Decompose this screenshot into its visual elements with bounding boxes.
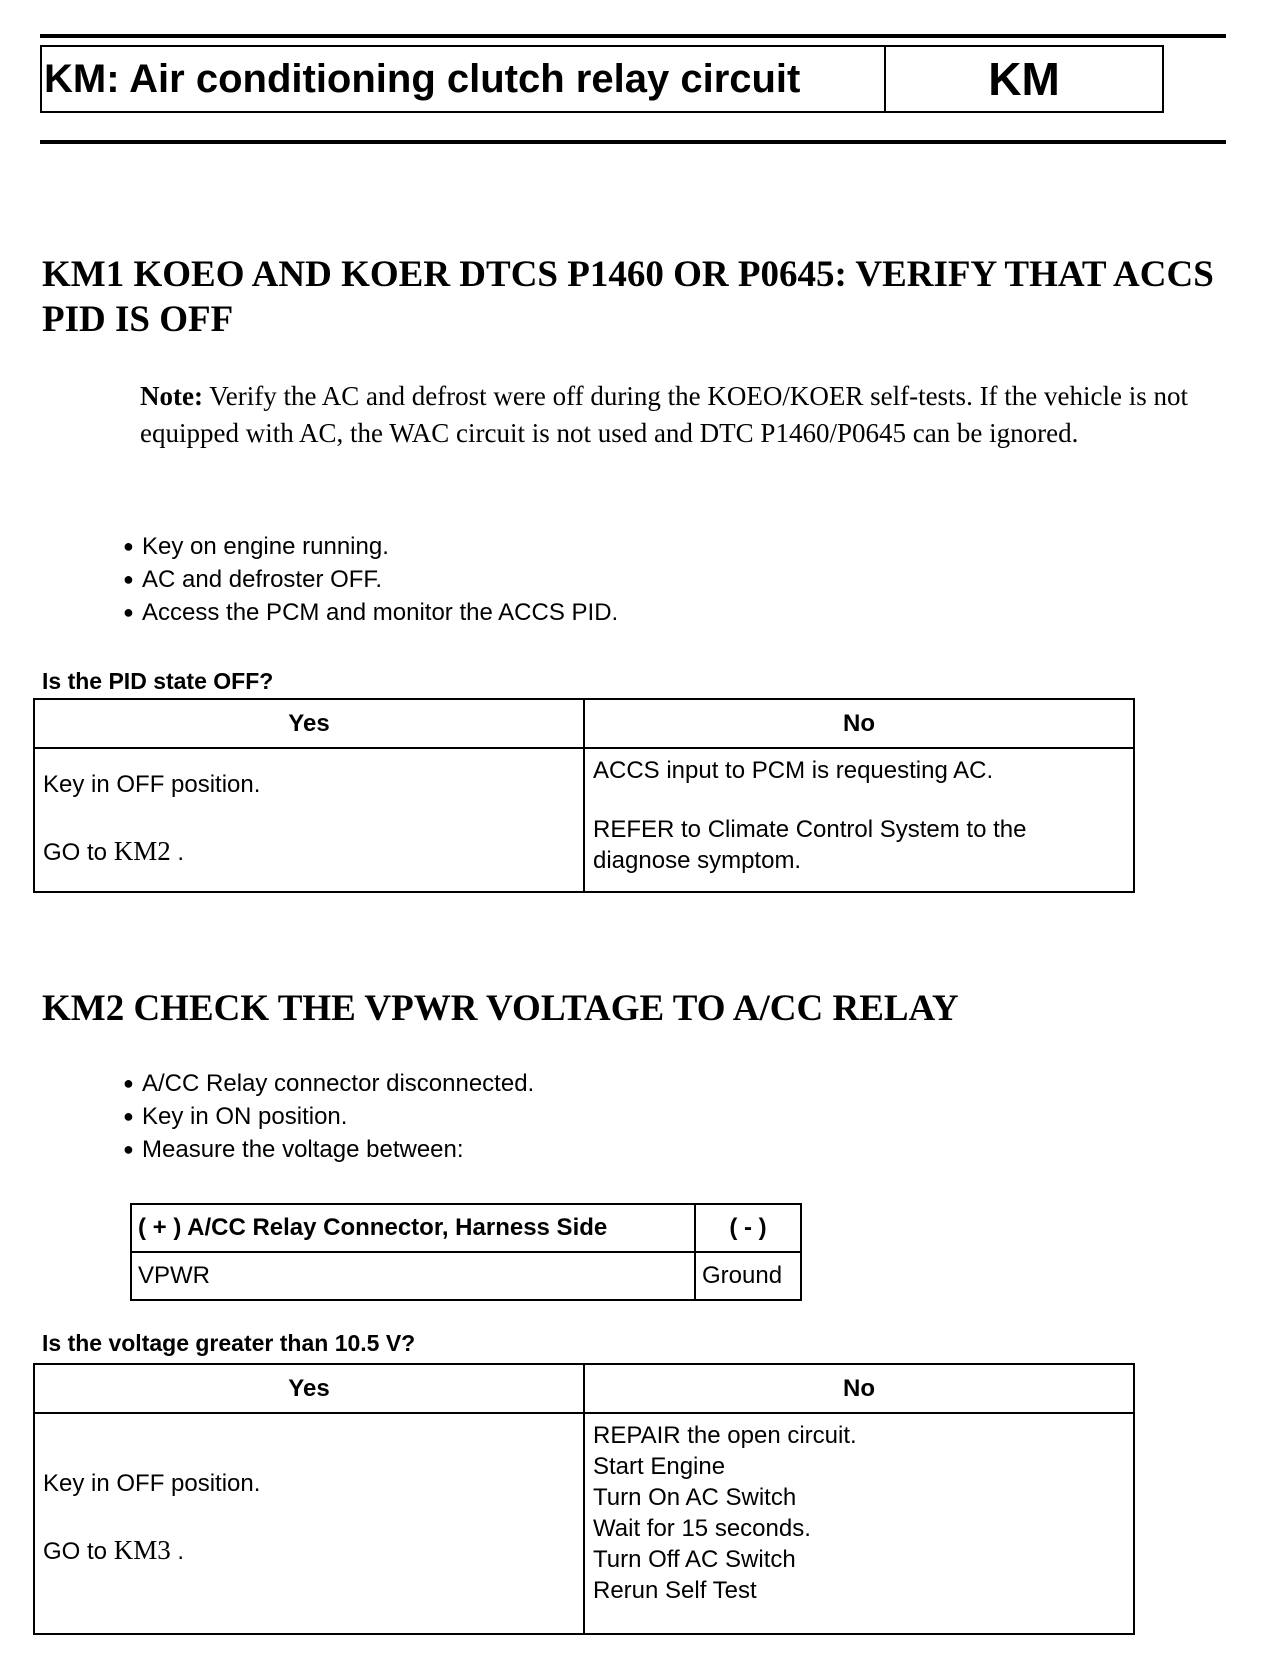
km2-heading: KM2 CHECK THE VPWR VOLTAGE TO A/CC RELAY xyxy=(42,988,959,1029)
bullet-icon: ● xyxy=(123,602,134,622)
no-header: No xyxy=(584,699,1134,748)
no-instruction: REPAIR the open circuit. xyxy=(593,1422,857,1449)
note-label: Note: xyxy=(140,381,203,411)
km1-result-table xyxy=(33,698,1135,893)
bullet-icon: ● xyxy=(123,536,134,556)
list-item: ● AC and defroster OFF. xyxy=(120,563,618,596)
km1-question: Is the PID state OFF? xyxy=(42,668,274,694)
page-header xyxy=(40,45,1164,113)
bullet-icon: ● xyxy=(123,1106,134,1126)
no-instruction: Turn Off AC Switch xyxy=(593,1546,796,1573)
list-item: ● Access the PCM and monitor the ACCS PID. xyxy=(120,596,618,629)
bullet-icon: ● xyxy=(123,1073,134,1093)
yes-header: Yes xyxy=(34,699,584,748)
note-text: Verify the AC and defrost were off during the KOEO/KOER self-tests. If the vehicle is not equipped with AC, the WAC circuit is not used and DTC P1460/P0645 can be ignored. xyxy=(140,381,1188,448)
km2-question: Is the voltage greater than 10.5 V? xyxy=(42,1330,416,1356)
no-instruction: Turn On AC Switch xyxy=(593,1484,797,1511)
bottom-rule xyxy=(40,140,1226,144)
no-instruction: Wait for 15 seconds. xyxy=(593,1515,811,1542)
bullet-icon: ● xyxy=(123,569,134,589)
no-cell xyxy=(584,1413,1134,1634)
yes-cell xyxy=(34,748,584,892)
negative-header: ( - ) xyxy=(695,1204,801,1252)
positive-header: ( + ) A/CC Relay Connector, Harness Side xyxy=(131,1204,695,1252)
no-instruction: Start Engine xyxy=(593,1453,726,1480)
yes-header: Yes xyxy=(34,1364,584,1413)
km2-steps-list xyxy=(120,1067,534,1166)
km2-result-table xyxy=(33,1363,1135,1635)
no-cell xyxy=(584,748,1134,892)
no-instruction: ACCS input to PCM is requesting AC. xyxy=(593,757,994,784)
no-instruction: Rerun Self Test xyxy=(593,1577,757,1604)
positive-value: VPWR xyxy=(131,1252,695,1300)
measurement-table xyxy=(130,1203,802,1301)
no-header: No xyxy=(584,1364,1134,1413)
section-code: KM xyxy=(988,53,1060,105)
yes-goto[interactable]: GO to KM2 . xyxy=(43,836,185,866)
list-item: ● Measure the voltage between: xyxy=(120,1133,534,1166)
yes-instruction: Key in OFF position. xyxy=(43,771,261,798)
bullet-icon: ● xyxy=(123,1139,134,1159)
km1-steps-list xyxy=(120,530,618,629)
list-item: ● Key on engine running. xyxy=(120,530,618,563)
yes-cell xyxy=(34,1413,584,1634)
top-rule xyxy=(40,34,1226,38)
list-item: ● Key in ON position. xyxy=(120,1100,534,1133)
negative-value: Ground xyxy=(695,1252,801,1300)
km1-heading: KM1 KOEO AND KOER DTCS P1460 OR P0645: VERIFY THAT ACCS PID IS OFF xyxy=(42,254,1214,340)
yes-goto[interactable]: GO to KM3 . xyxy=(43,1535,185,1565)
yes-instruction: Key in OFF position. xyxy=(43,1470,261,1497)
list-item: ● A/CC Relay connector disconnected. xyxy=(120,1067,534,1100)
no-instruction: REFER to Climate Control System to the diagnose symptom. xyxy=(593,816,1027,874)
goto-link[interactable]: KM2 xyxy=(113,836,171,866)
km1-note xyxy=(140,378,1220,452)
goto-link[interactable]: KM3 xyxy=(113,1535,171,1565)
page-title: KM: Air conditioning clutch relay circuit xyxy=(42,47,886,111)
